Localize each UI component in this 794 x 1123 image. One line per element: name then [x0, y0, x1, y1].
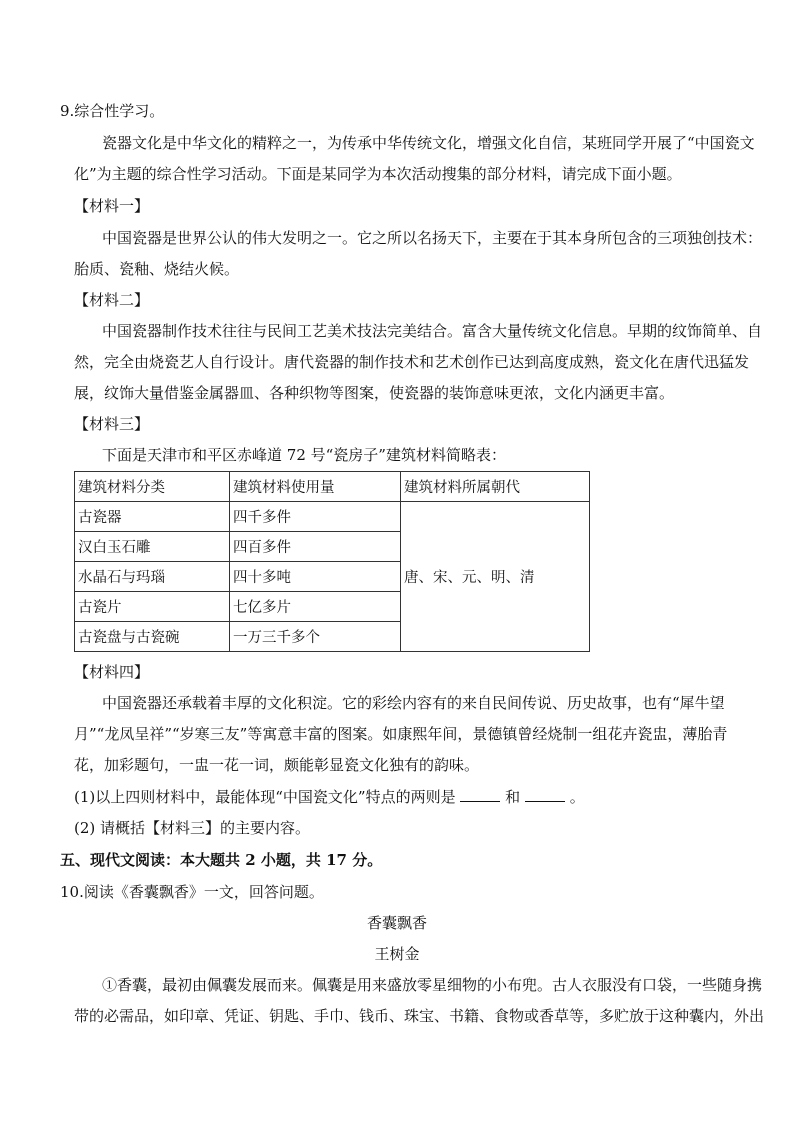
essay-title: 香囊飘香 [366, 914, 427, 932]
material-4-line-2: 月”“龙凤呈祥”“岁寒三友”等寓意丰富的图案。如康熙年间，景德镇曾经烧制一组花卉瓷盅，薄胎青 [74, 725, 728, 743]
material-3-label: 【材料三】 [74, 415, 150, 433]
material-2-line-3: 展，纹饰大量借鉴金属器皿、各种织物等图案，使瓷器的装饰意味更浓，文化内涵更丰富。 [74, 384, 675, 402]
material-4-line-1: 中国瓷器还承载着丰厚的文化积淀。它的彩绘内容有的来自民间传说、历史故事，也有“犀牛望 [102, 694, 725, 712]
material-4-label: 【材料四】 [74, 663, 150, 681]
material-1-line-2: 胎质、瓷釉、烧结火候。 [74, 260, 240, 278]
sub-question-1-text: (1)以上四则材料中，最能体现“中国瓷文化”特点的两则是 [74, 788, 456, 806]
table-header-cell: 建筑材料所属朝代 [401, 472, 590, 502]
essay-paragraph-1-line-2: 带的必需品，如印章、凭证、钥匙、手巾、钱币、珠宝、书籍、食物或香草等，多贮放于这种囊内，外出 [74, 1007, 765, 1025]
question-10-title: 10.阅读《香囊飘香》一文，回答问题。 [60, 883, 324, 901]
sub-question-1-end: 。 [569, 788, 585, 806]
table-header-cell: 建筑材料分类 [75, 472, 230, 502]
answer-blank-1[interactable] [460, 787, 500, 802]
intro-line-1: 瓷器文化是中华文化的精粹之一，为传承中华传统文化，增强文化自信，某班同学开展了“中国瓷文 [102, 134, 755, 152]
category-cell: 水晶石与玛瑙 [75, 562, 230, 592]
essay-author: 王树金 [374, 945, 420, 963]
category-cell: 古瓷器 [75, 502, 230, 532]
amount-cell: 七亿多片 [230, 592, 401, 622]
answer-blank-2[interactable] [525, 787, 565, 802]
sub-question-1-connector: 和 [505, 788, 521, 806]
material-2-line-2: 然，完全由烧瓷艺人自行设计。唐代瓷器的制作技术和艺术创作已达到高度成熟，瓷文化在唐代迅猛发 [74, 353, 750, 371]
intro-line-2: 化”为主题的综合性学习活动。下面是某同学为本次活动搜集的部分材料，请完成下面小题。 [74, 165, 682, 183]
materials-table [74, 471, 590, 652]
material-2-line-1: 中国瓷器制作技术往往与民间工艺美术技法完美结合。富含大量传统文化信息。早期的纹饰简单、自 [102, 322, 763, 340]
sub-question-2: (2) 请概括【材料三】的主要内容。 [74, 819, 311, 837]
category-cell: 汉白玉石雕 [75, 532, 230, 562]
section-heading: 五、现代文阅读：本大题共 2 小题，共 17 分。 [60, 851, 383, 869]
amount-cell: 四百多件 [230, 532, 401, 562]
category-cell: 古瓷片 [75, 592, 230, 622]
material-1-label: 【材料一】 [74, 197, 150, 215]
table-header-cell: 建筑材料使用量 [230, 472, 401, 502]
amount-cell: 四十多吨 [230, 562, 401, 592]
amount-cell: 一万三千多个 [230, 622, 401, 652]
essay-paragraph-1-line-1: ①香囊，最初由佩囊发展而来。佩囊是用来盛放零星细物的小布兜。古人衣服没有口袋，一些随身携 [102, 976, 763, 994]
material-2-label: 【材料二】 [74, 291, 150, 309]
table-row [75, 502, 590, 532]
question-9-title: 9.综合性学习。 [60, 102, 165, 120]
table-header-row [75, 472, 590, 502]
material-3-line-1: 下面是天津市和平区赤峰道 72 号“瓷房子”建筑材料简略表： [102, 446, 506, 464]
category-cell: 古瓷盘与古瓷碗 [75, 622, 230, 652]
material-4-line-3: 花，加彩题句，一盅一花一词，颇能彰显瓷文化独有的韵味。 [74, 756, 480, 774]
material-1-line-1: 中国瓷器是世界公认的伟大发明之一。它之所以名扬天下，主要在于其本身所包含的三项独创技术： [102, 229, 763, 247]
amount-cell: 四千多件 [230, 502, 401, 532]
sub-question-1 [74, 787, 585, 807]
dynasty-cell: 唐、宋、元、明、清 [401, 502, 590, 652]
